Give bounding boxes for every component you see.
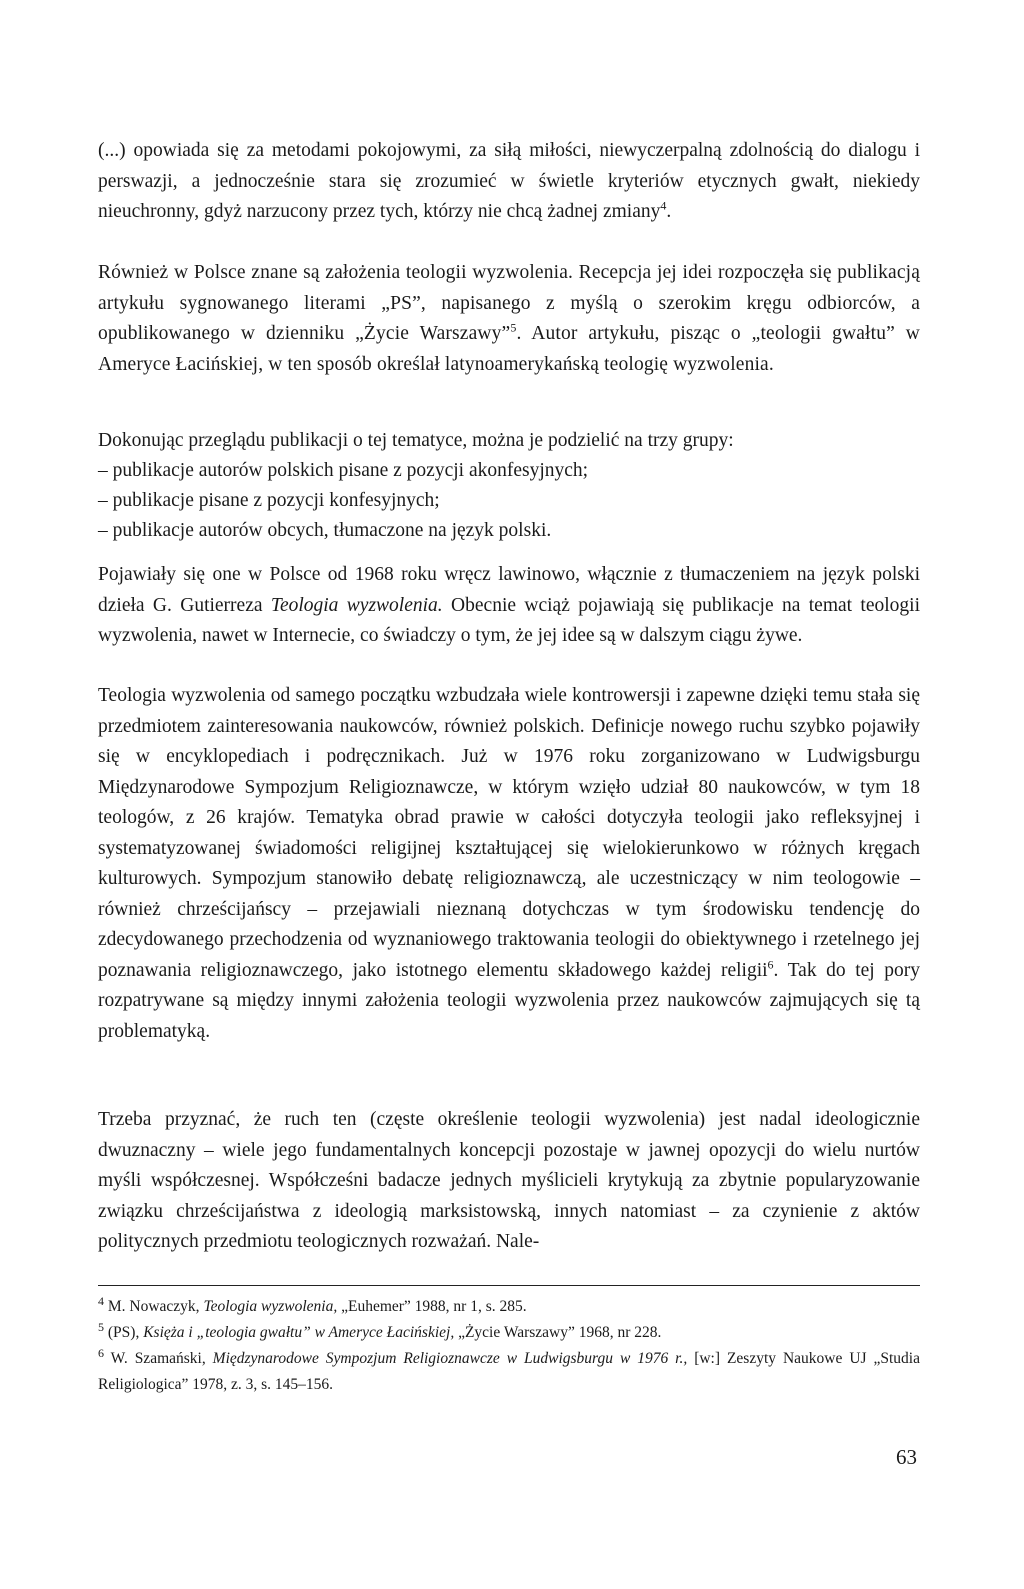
- footnote-text: W. Szamański,: [104, 1350, 213, 1367]
- paragraph-text: .: [666, 201, 672, 222]
- list-item: – publikacje autorów obcych, tłumaczone na język polski.: [98, 520, 552, 541]
- paragraph-text: Dokonując przeglądu publikacji o tej tematyce, można je podzielić na trzy grupy:: [98, 430, 734, 451]
- book-title: Teologia wyzwolenia.: [270, 594, 443, 616]
- paragraph-text: (...) opowiada się za metodami pokojowymi, za siłą miłości, niewyczerpalną zdolnością do dialogu i perswazji, a jednocześnie stara się zrozumieć w świetle kryteriów etycznych gwałt, niekiedy nieuchronny, gdyż narzucony przez tych, którzy nie chcą żadnej zmiany: [98, 140, 920, 222]
- list-item: – publikacje autorów polskich pisane z pozycji akonfesyjnych;: [98, 460, 589, 481]
- paragraph-text: . Autor artykułu, pisząc o „teologii gwałtu” w Ameryce Łacińskiej, w ten sposób określał latynoamerykańską teologię wyzwolenia.: [98, 323, 920, 375]
- footnote-number: 6: [98, 1345, 104, 1360]
- footnote-ref[interactable]: 6: [767, 957, 774, 971]
- footnote-title: Międzynarodowe Sympozjum Religioznawcze w Ludwigsburgu w 1976 r.,: [212, 1350, 688, 1367]
- paragraph-text: Teologia wyzwolenia od samego początku wzbudzała wiele kontrowersji i zapewne dzięki temu stała się przedmiotem zainteresowania naukowców, również polskich. Definicje nowego ruchu szybko pojawiły się w encyklopediach i podręcznikach. Już w 1976 roku zorganizowano w Ludwigsburgu Międzynarodowe Sympozjum Religioznawcze, w którym wzięło udział 80 naukowców, w tym 18 teologów, z 26 krajów. Tematyka obrad prawie w całości dotyczyła teologii jako refleksyjnej i systematyzowanej świadomości religijnej kształtującej się wielokierunkowo w różnych kręgach kulturowych. Sympozjum stanowiło debatę religioznawczą, ale uczestniczący w nim teologowie – również chrześcijańscy – przejawiali nieznaną dotychczas w tym środowisku tendencję do zdecydowanego przechodzenia od wyznaniowego traktowania teologii do obiektywnego i rzetelnego jej poznawania religioznawczego, jako istotnego elementu składowego każdej religii: [98, 685, 920, 981]
- paragraph-3: [98, 426, 920, 457]
- footnote-5: [98, 1320, 920, 1346]
- paragraph-2: [98, 258, 920, 380]
- footnote-divider: [98, 1285, 920, 1286]
- footnote-text: „Euhemer” 1988, nr 1, s. 285.: [337, 1298, 527, 1315]
- footnote-text: „Życie Warszawy” 1968, nr 228.: [454, 1324, 662, 1341]
- footnote-4: [98, 1294, 920, 1320]
- page-number: 63: [896, 1445, 917, 1469]
- paragraph-text: . Tak do tej pory rozpatrywane są między innymi założenia teologii wyzwolenia przez naukowców zajmujących się tą problematyką.: [98, 959, 920, 1042]
- paragraph-6: [98, 1105, 920, 1258]
- paragraph-5: [98, 681, 920, 1047]
- footnote-title: Księża i „teologia gwałtu” w Ameryce Łacińskiej,: [143, 1324, 455, 1341]
- paragraph-4: [98, 560, 920, 652]
- paragraph-text: Obecnie wciąż pojawiają się publikacje na temat teologii wyzwolenia, nawet w Internecie, co świadczy o tym, że jej idee są w dalszym ciągu żywe.: [98, 594, 921, 646]
- paragraph-text: Trzeba przyznać, że ruch ten (częste określenie teologii wyzwolenia) jest nadal ideologicznie dwuznaczny – wiele jego fundamentalnych koncepcji pozostaje w jawnej opozycji do wielu nurtów myśli współczesnej. Współcześni badacze jednych myślicieli krytykują za zbytnie popularyzowanie związku chrześcijaństwa z ideologią marksistowską, innych natomiast – za czynienie z aktów politycznych przedmiotu teologicznych rozważań. Nale-: [98, 1109, 920, 1252]
- footnote-number: 4: [98, 1293, 104, 1308]
- footnote-ref[interactable]: 4: [660, 198, 667, 213]
- paragraph-text: Również w Polsce znane są założenia teologii wyzwolenia. Recepcja jej idei rozpoczęła się publikacją artykułu sygnowanego literami „PS”, napisanego z myślą o szerokim kręgu odbiorców, a opublikowanego w dzienniku „Życie Warszawy”: [98, 262, 920, 344]
- footnote-ref[interactable]: 5: [510, 320, 517, 335]
- footnote-6: [98, 1346, 920, 1398]
- list-item: – publikacje pisane z pozycji konfesyjnych;: [98, 490, 440, 511]
- paragraph-quote: [98, 136, 920, 228]
- footnote-title: Teologia wyzwolenia,: [203, 1298, 338, 1315]
- paragraph-text: Pojawiały się one w Polsce od 1968 roku wręcz lawinowo, włącznie z tłumaczeniem na język polski dzieła G. Gutierreza: [98, 564, 920, 616]
- footnote-text: [w:] Zeszyty Naukowe UJ „Studia Religiologica” 1978, z. 3, s. 145–156.: [98, 1350, 920, 1393]
- footnote-text: (PS),: [104, 1324, 144, 1341]
- footnote-number: 5: [98, 1319, 104, 1334]
- footnote-text: M. Nowaczyk,: [104, 1298, 204, 1315]
